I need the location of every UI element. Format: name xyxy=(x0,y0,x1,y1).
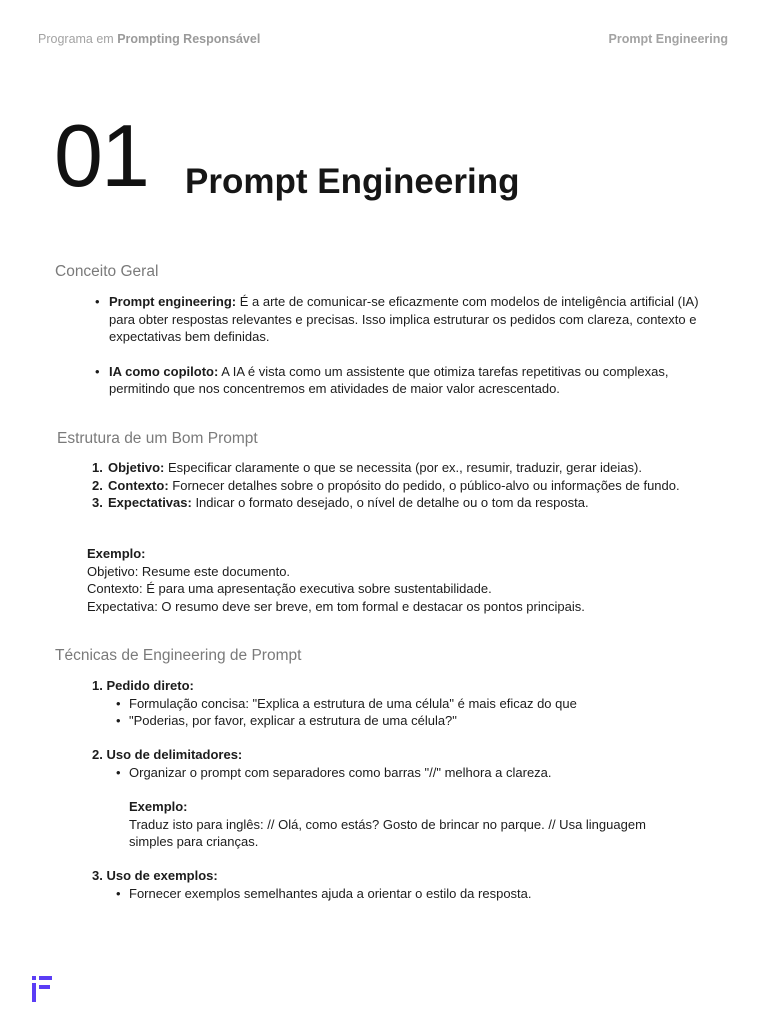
technique-delimiters xyxy=(92,746,692,851)
item-number: 3. xyxy=(92,495,103,510)
item-text: É a arte de comunicar-se eficazmente com modelos de inteligência artificial (IA) para obter respostas relevantes e precisas. Isso implica estruturar os pedidos com clareza, contexto e expectativas bem definidas. xyxy=(109,294,699,344)
technique-example xyxy=(129,798,692,851)
list-item xyxy=(95,293,705,346)
example-line: Expectativa: O resumo deve ser breve, em tom formal e destacar os pontos principais. xyxy=(87,598,585,614)
chapter-number: 01 xyxy=(54,106,148,205)
item-number: 2. xyxy=(92,477,103,493)
example-line: simples para crianças. xyxy=(129,834,259,849)
example-line: Contexto: É para uma apresentação executiva sobre sustentabilidade. xyxy=(87,581,492,596)
technique-title: 2. Uso de delimitadores: xyxy=(92,747,243,762)
technique-title: 3. Uso de exemplos: xyxy=(92,868,218,883)
structure-list xyxy=(92,459,682,512)
section-heading-estrutura: Estrutura de um Bom Prompt xyxy=(57,430,258,447)
header-program xyxy=(38,32,260,46)
technique-bullets xyxy=(116,764,692,782)
header-program-prefix: Programa em xyxy=(38,32,114,46)
header-right-title: Prompt Engineering xyxy=(608,32,728,46)
item-term: Expectativas: xyxy=(108,495,192,510)
technique-bullets xyxy=(116,885,692,903)
list-item xyxy=(92,459,682,477)
example-line: Objetivo: Resume este documento. xyxy=(87,563,291,579)
item-term: Prompt engineering: xyxy=(109,294,237,309)
structure-example xyxy=(87,545,707,615)
header-program-name: Prompting Responsável xyxy=(117,32,261,46)
item-text: A IA é vista como um assistente que otimiza tarefas repetitivas ou complexas, permitindo que nos concentremos em atividades de maior valor acrescentado. xyxy=(109,363,669,396)
technique-direct xyxy=(92,677,692,730)
item-text: Especificar claramente o que se necessita (por ex., resumir, traduzir, gerar ideias). xyxy=(164,460,642,475)
list-item xyxy=(92,494,682,512)
list-item: • Organizar o prompt com separadores como barras "//" melhora a clareza. xyxy=(116,764,692,782)
list-item xyxy=(95,363,705,398)
item-text: Indicar o formato desejado, o nível de detalhe ou o tom da resposta. xyxy=(191,495,589,510)
section-heading-conceito: Conceito Geral xyxy=(55,263,159,280)
example-label: Exemplo: xyxy=(87,546,146,561)
section-heading-tecnicas: Técnicas de Engineering de Prompt xyxy=(55,647,302,664)
item-text: Fornecer detalhes sobre o propósito do pedido, o público-alvo ou informações de fundo. xyxy=(168,477,680,493)
technique-bullets xyxy=(116,695,692,730)
example-line: Traduz isto para inglês: // Olá, como estás? Gosto de brincar no parque. // Usa linguagem xyxy=(129,816,646,832)
technique-examples xyxy=(92,867,692,902)
item-term: Objetivo: xyxy=(108,460,165,475)
item-number: 1. xyxy=(92,460,103,475)
brand-f-logo-icon xyxy=(32,976,52,1007)
chapter-title: Prompt Engineering xyxy=(185,162,520,201)
list-item: • Formulação concisa: "Explica a estrutura de uma célula" é mais eficaz do que xyxy=(116,695,692,713)
list-item: • Fornecer exemplos semelhantes ajuda a orientar o estilo da resposta. xyxy=(116,885,692,903)
list-item xyxy=(92,477,682,495)
technique-title: 1. Pedido direto: xyxy=(92,678,194,693)
item-term: Contexto: xyxy=(108,477,169,493)
concept-list xyxy=(95,293,705,398)
list-item: • "Poderias, por favor, explicar a estrutura de uma célula?" xyxy=(116,712,692,730)
example-label: Exemplo: xyxy=(129,799,188,814)
item-term: IA como copiloto: xyxy=(109,363,219,379)
